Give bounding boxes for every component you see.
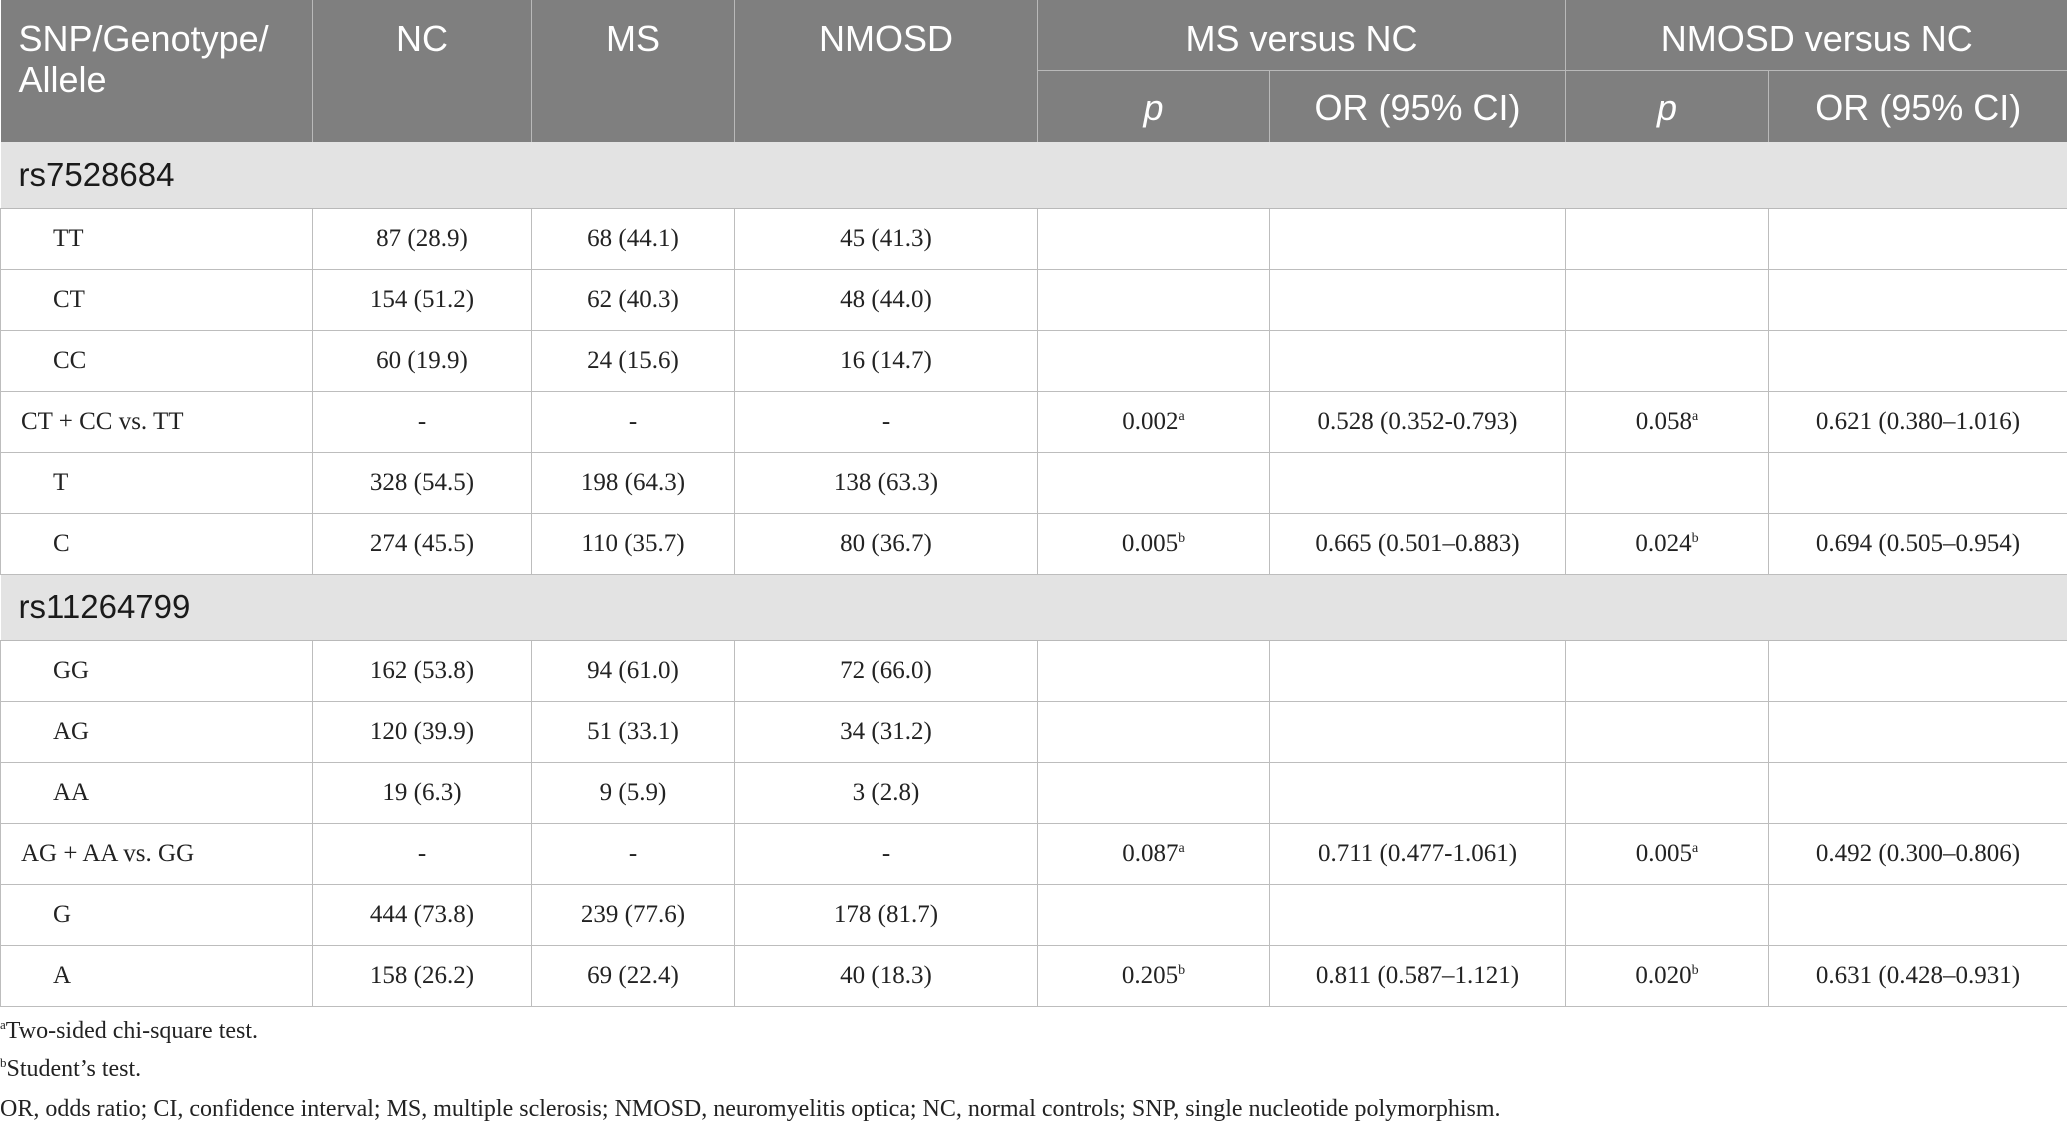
cell-nc-value: 328 (54.5) [369,468,475,496]
cell-nmosd [735,762,1038,823]
cell-nc [313,330,532,391]
cell-nmosd [735,513,1038,574]
cell-ms [532,513,735,574]
table-row [1,762,2067,823]
row-label [1,330,313,391]
cell-ms [532,391,735,452]
cell-nmosd-p [1566,513,1769,574]
cell-nmosd-value: 45 (41.3) [840,224,932,252]
cell-ms-p-value: 0.005 [1121,529,1179,557]
cell-nmosd-p [1566,452,1769,513]
cell-ms [532,762,735,823]
cell-ms-p [1038,884,1270,945]
cell-nmosd-value: - [881,839,891,867]
cell-ms-p [1038,208,1270,269]
cell-nmosd-or-value: 0.694 (0.505–0.954) [1815,529,2021,557]
cell-nc [313,823,532,884]
cell-ms-value: 110 (35.7) [581,529,685,557]
section-row [1,574,2067,640]
cell-ms-or [1270,330,1566,391]
cell-ms-or [1270,513,1566,574]
footnote-a-text: Two-sided chi-square test. [5,1018,259,1044]
row-label-value: A [53,961,72,989]
cell-nmosd [735,330,1038,391]
table-body [1,142,2067,1006]
cell-nmosd-or [1769,640,2067,701]
cell-ms-value: - [628,839,638,867]
cell-nmosd-p [1566,762,1769,823]
cell-ms-p [1038,640,1270,701]
row-label-value: AG [53,717,90,745]
table-row [1,884,2067,945]
cell-ms-or [1270,945,1566,1006]
cell-ms-value: 198 (64.3) [580,468,686,496]
cell-ms-or [1270,640,1566,701]
cell-nmosd-or [1769,452,2067,513]
cell-nmosd [735,208,1038,269]
cell-ms-value: 24 (15.6) [587,346,679,374]
cell-nmosd-p [1566,701,1769,762]
cell-ms-or [1270,269,1566,330]
cell-nmosd-value: 72 (66.0) [840,656,932,684]
cell-ms-p-value: 0.087 [1122,839,1179,867]
cell-nc [313,640,532,701]
cell-nmosd-value: 48 (44.0) [840,285,932,313]
row-label [1,513,313,574]
header-ms-p: p [1038,70,1270,142]
row-label-value: CC [53,346,87,374]
cell-ms-p [1038,513,1270,574]
cell-ms-value: 239 (77.6) [580,900,686,928]
cell-nmosd-or [1769,391,2067,452]
cell-nmosd-p [1566,208,1769,269]
cell-ms-or [1270,391,1566,452]
cell-nmosd [735,640,1038,701]
cell-nmosd-value: 80 (36.7) [840,529,932,557]
header-nc: NC [313,0,532,142]
row-label [1,452,313,513]
cell-nmosd-or [1769,701,2067,762]
row-label-value: CT [53,285,85,313]
table-row [1,391,2067,452]
cell-nmosd-p [1566,269,1769,330]
cell-nmosd-p-footnote-mark: b [1691,530,1699,546]
footnote-b [0,1056,141,1083]
row-label-value: AA [53,778,90,806]
cell-ms-or-value: 0.528 (0.352-0.793) [1317,407,1518,435]
cell-ms [532,330,735,391]
cell-ms-or-value: 0.665 (0.501–0.883) [1315,529,1520,557]
row-label-value: AG + AA vs. GG [21,839,195,867]
cell-ms-p [1038,452,1270,513]
cell-nc [313,762,532,823]
cell-nmosd-p-value: 0.005 [1635,839,1693,867]
table-row [1,945,2067,1006]
cell-nmosd [735,269,1038,330]
cell-nmosd-value: 3 (2.8) [852,778,920,806]
cell-ms-p [1038,269,1270,330]
cell-ms [532,823,735,884]
table-row [1,452,2067,513]
cell-nmosd-p-value: 0.058 [1635,407,1693,435]
cell-nc-value: 274 (45.5) [369,529,475,557]
cell-nc [313,884,532,945]
cell-ms-p-footnote-mark: b [1178,530,1186,546]
header-ms-or: OR (95% CI) [1270,70,1566,142]
cell-nmosd-value: 138 (63.3) [833,468,939,496]
cell-nmosd [735,452,1038,513]
cell-ms [532,269,735,330]
cell-nmosd-or [1769,823,2067,884]
table-row [1,208,2067,269]
cell-ms-p [1038,762,1270,823]
cell-nmosd-or [1769,884,2067,945]
row-label-value: TT [53,224,84,252]
section-title: rs11264799 [1,574,2067,640]
cell-nc [313,208,532,269]
footnote-b-text: Student’s test. [6,1056,142,1082]
header-ms: MS [532,0,735,142]
cell-nmosd-p [1566,884,1769,945]
cell-nmosd-or [1769,762,2067,823]
cell-ms-p-value: 0.205 [1121,961,1179,989]
cell-nmosd-p [1566,391,1769,452]
row-label [1,945,313,1006]
cell-ms-p [1038,391,1270,452]
cell-nc-value: - [417,407,427,435]
table-row [1,330,2067,391]
footnote-b-mark: b [0,1055,7,1070]
cell-ms [532,208,735,269]
row-label-value: GG [53,656,90,684]
cell-nc-value: 60 (19.9) [376,346,468,374]
row-label [1,762,313,823]
cell-nmosd-or-value: 0.631 (0.428–0.931) [1815,961,2021,989]
row-label [1,701,313,762]
cell-ms-p [1038,701,1270,762]
table-row [1,701,2067,762]
footnote-a-mark: a [0,1017,6,1032]
cell-ms-value: 94 (61.0) [587,656,679,684]
cell-nmosd-p [1566,640,1769,701]
cell-nmosd-value: 34 (31.2) [840,717,932,745]
cell-ms-or-value: 0.711 (0.477-1.061) [1317,839,1518,867]
cell-ms [532,701,735,762]
cell-nc [313,513,532,574]
cell-nmosd [735,884,1038,945]
cell-nmosd-value: 40 (18.3) [840,961,932,989]
cell-ms-value: 51 (33.1) [587,717,679,745]
cell-ms-value: 62 (40.3) [587,285,679,313]
cell-nc-value: - [417,839,427,867]
row-label-value: T [53,468,69,496]
row-label-value: C [53,529,70,557]
header-nmosd-p: p [1566,70,1769,142]
header-snp-genotype-allele: SNP/Genotype/ Allele [1,0,313,142]
table-header [1,0,2067,142]
cell-ms-p-footnote-mark: b [1178,962,1186,978]
row-label [1,391,313,452]
cell-nmosd-or [1769,513,2067,574]
cell-nc [313,701,532,762]
footnote-a [0,1018,258,1045]
header-ms-versus-nc: MS versus NC [1038,0,1566,70]
header-nmosd-or: OR (95% CI) [1769,70,2067,142]
cell-nmosd-value: 16 (14.7) [840,346,932,374]
header-nmosd: NMOSD [735,0,1038,142]
row-label [1,208,313,269]
cell-nmosd-or-value: 0.492 (0.300–0.806) [1815,839,2021,867]
cell-nmosd-p-footnote-mark: a [1692,408,1699,424]
cell-nmosd-p [1566,945,1769,1006]
cell-ms-or [1270,762,1566,823]
cell-ms-value: - [628,407,638,435]
cell-ms-or [1270,823,1566,884]
cell-ms-p-value: 0.002 [1122,407,1179,435]
cell-nmosd [735,945,1038,1006]
cell-ms [532,640,735,701]
cell-ms-p [1038,823,1270,884]
cell-nmosd [735,391,1038,452]
cell-nc [313,945,532,1006]
cell-nmosd-or [1769,330,2067,391]
row-label-value: G [53,900,72,928]
cell-nc-value: 87 (28.9) [376,224,468,252]
cell-nmosd-value: 178 (81.7) [833,900,939,928]
cell-ms [532,884,735,945]
cell-nmosd-value: - [881,407,891,435]
cell-ms-or [1270,701,1566,762]
table-row [1,269,2067,330]
table-row [1,513,2067,574]
cell-nmosd-p-value: 0.024 [1635,529,1692,557]
cell-nc-value: 19 (6.3) [382,778,462,806]
row-label-value: CT + CC vs. TT [21,407,184,435]
row-label [1,269,313,330]
cell-ms-or [1270,208,1566,269]
cell-ms-value: 69 (22.4) [587,961,679,989]
cell-nc [313,269,532,330]
cell-nmosd-or-value: 0.621 (0.380–1.016) [1815,407,2021,435]
cell-nmosd-p [1566,823,1769,884]
cell-nmosd-or [1769,269,2067,330]
cell-ms-or [1270,452,1566,513]
cell-nc-value: 162 (53.8) [369,656,475,684]
cell-ms-p-footnote-mark: a [1178,408,1185,424]
cell-ms-value: 68 (44.1) [587,224,679,252]
cell-ms-p [1038,330,1270,391]
section-row [1,142,2067,208]
cell-nmosd [735,701,1038,762]
cell-nmosd-p-footnote-mark: a [1692,840,1699,856]
cell-nc-value: 444 (73.8) [369,900,475,928]
footnote-abbreviations: OR, odds ratio; CI, confidence interval; MS, multiple sclerosis; NMOSD, neuromyelitis optica; NC, normal controls; SNP, single nucleotide polymorphism. [0,1096,1501,1122]
cell-nc [313,391,532,452]
cell-nc-value: 158 (26.2) [369,961,475,989]
cell-ms-p-footnote-mark: a [1178,840,1185,856]
header-nmosd-versus-nc: NMOSD versus NC [1566,0,2067,70]
cell-nmosd-or [1769,208,2067,269]
cell-nc-value: 120 (39.9) [369,717,475,745]
cell-ms [532,945,735,1006]
cell-ms [532,452,735,513]
table-row [1,823,2067,884]
cell-nmosd-or [1769,945,2067,1006]
cell-ms-or [1270,884,1566,945]
cell-ms-p [1038,945,1270,1006]
cell-nc-value: 154 (51.2) [369,285,475,313]
row-label [1,884,313,945]
cell-nmosd [735,823,1038,884]
cell-ms-or-value: 0.811 (0.587–1.121) [1315,961,1520,989]
cell-nmosd-p-footnote-mark: b [1691,962,1699,978]
section-title: rs7528684 [1,142,2067,208]
cell-nmosd-p [1566,330,1769,391]
cell-nmosd-p-value: 0.020 [1635,961,1692,989]
cell-ms-value: 9 (5.9) [599,778,667,806]
row-label [1,640,313,701]
row-label [1,823,313,884]
table-row [1,640,2067,701]
cell-nc [313,452,532,513]
